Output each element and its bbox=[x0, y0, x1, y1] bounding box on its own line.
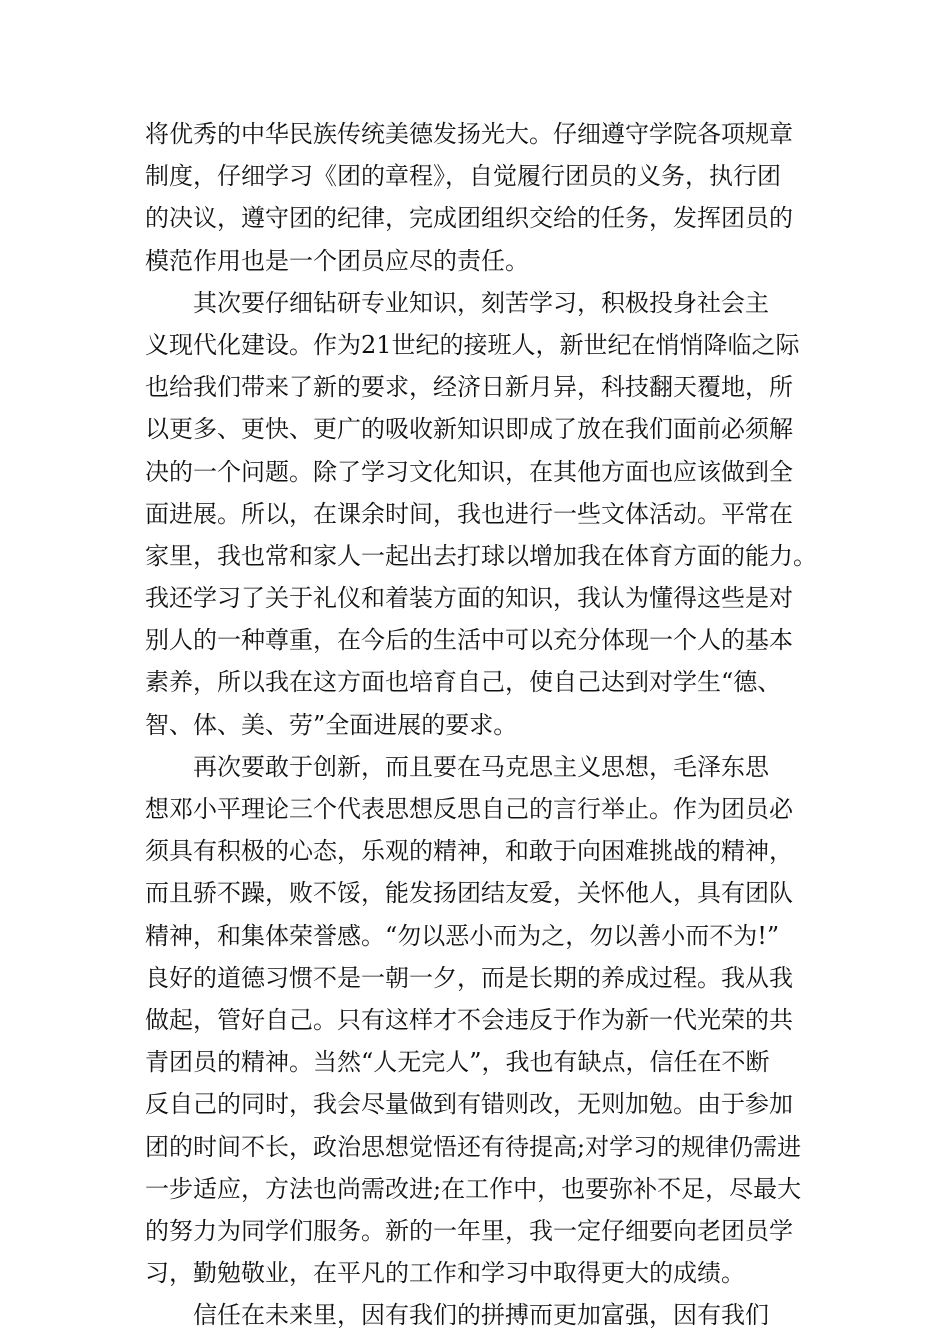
text-line: 良好的道德习惯不是一朝一夕，而是长期的养成过程。我从我 bbox=[145, 963, 793, 992]
text-line: 而且骄不躁，败不馁，能发扬团结友爱，关怀他人，具有团队 bbox=[145, 879, 793, 908]
text-line: 我还学习了关于礼仪和着装方面的知识，我认为懂得这些是对 bbox=[145, 584, 793, 613]
text-line: 将优秀的中华民族传统美德发扬光大。仔细遵守学院各项规章 bbox=[145, 120, 793, 148]
text-line: 模范作用也是一个团员应尽的责任。 bbox=[145, 246, 529, 275]
text-line: 制度，仔细学习《团的章程》，自觉履行团员的义务，执行团 bbox=[145, 162, 781, 191]
text-line: 义现代化建设。作为21世纪的接班人，新世纪在悄悄降临之际 bbox=[145, 330, 800, 359]
text-line: 须具有积极的心态，乐观的精神，和敢于向困难挑战的精神， bbox=[145, 837, 793, 866]
text-line: 习，勤勉敬业，在平凡的工作和学习中取得更大的成绩。 bbox=[145, 1259, 745, 1288]
text-line: 反自己的同时，我会尽量做到有错则改，无则加勉。由于参加 bbox=[145, 1090, 793, 1119]
text-line: 别人的一种尊重，在今后的生活中可以充分体现一个人的基本 bbox=[145, 626, 793, 655]
text-line: 想邓小平理论三个代表思想反思自己的言行举止。作为团员必 bbox=[145, 795, 793, 823]
text-line: 的努力为同学们服务。新的一年里，我一定仔细要向老团员学 bbox=[145, 1216, 793, 1245]
text-line: 决的一个问题。除了学习文化知识，在其他方面也应该做到全 bbox=[145, 457, 793, 486]
text-line: 的决议，遵守团的纪律，完成团组织交给的任务，发挥团员的 bbox=[145, 204, 793, 233]
text-line: 再次要敢于创新，而且要在马克思主义思想，毛泽东思 bbox=[145, 752, 769, 781]
text-line: 家里，我也常和家人一起出去打球以增加我在体育方面的能力。 bbox=[145, 541, 817, 570]
text-line: 智、体、美、劳”全面进展的要求。 bbox=[145, 710, 518, 739]
text-line: 青团员的精神。当然“人无完人”，我也有缺点，信任在不断 bbox=[145, 1048, 770, 1077]
text-line: 以更多、更快、更广的吸收新知识即成了放在我们面前必须解 bbox=[145, 415, 793, 444]
text-line: 一步适应，方法也尚需改进;在工作中，也要弥补不足，尽最大 bbox=[145, 1174, 802, 1203]
text-line: 面进展。所以，在课余时间，我也进行一些文体活动。平常在 bbox=[145, 499, 793, 528]
document-body bbox=[145, 113, 817, 1336]
text-line: 精神，和集体荣誉感。“勿以恶小而为之，勿以善小而不为!” bbox=[145, 921, 780, 950]
text-line: 素养，所以我在这方面也培育自己，使自己达到对学生“德、 bbox=[145, 668, 782, 697]
text-line: 团的时间不长，政治思想觉悟还有待提高;对学习的规律仍需进 bbox=[145, 1132, 802, 1161]
text-line: 做起，管好自己。只有这样才不会违反于作为新一代光荣的共 bbox=[145, 1005, 793, 1034]
text-line: 其次要仔细钻研专业知识，刻苦学习，积极投身社会主 bbox=[145, 288, 769, 317]
text-line: 也给我们带来了新的要求，经济日新月异，科技翻天覆地，所 bbox=[145, 373, 793, 402]
text-line: 信任在未来里，因有我们的拼搏而更加富强，因有我们 bbox=[145, 1301, 769, 1330]
